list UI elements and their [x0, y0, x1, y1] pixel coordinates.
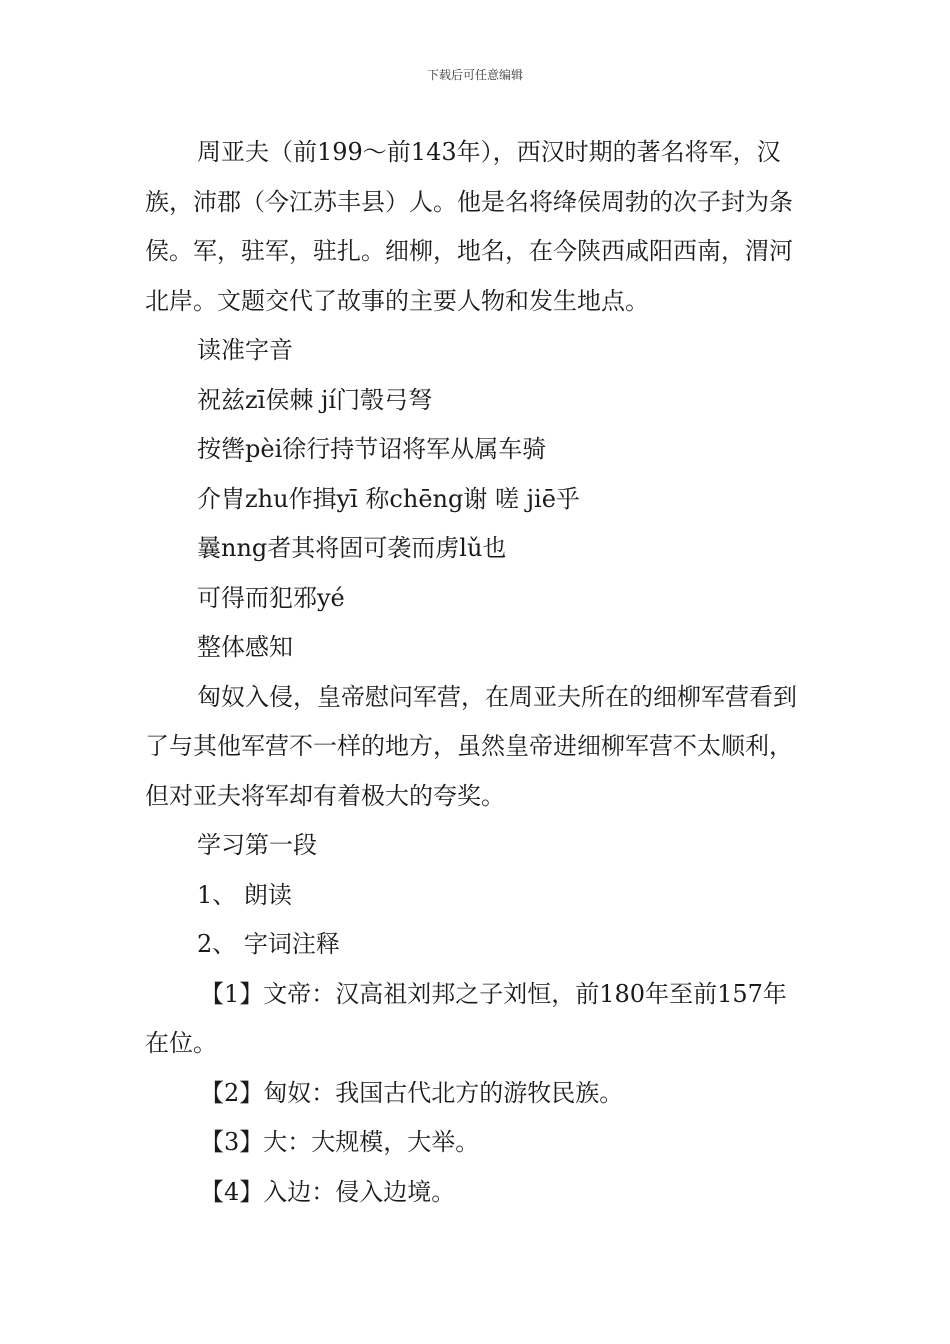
- document-body: [145, 128, 810, 1217]
- section-heading-first-paragraph: 学习第一段: [197, 831, 317, 859]
- section-heading-pronunciation: 读准字音: [197, 336, 293, 364]
- glossary-note: 【3】大：大规模，大举。: [200, 1128, 480, 1156]
- list-item-glossary: 2、 字词注释: [197, 930, 340, 958]
- pronunciation-line: 曩nng者其将固可袭而虏lǔ也: [197, 534, 507, 562]
- paragraph-intro: 周亚夫（前199～前143年），西汉时期的著名将军，汉族，沛郡（今江苏丰县）人。他是名将绛侯周勃的次子封为条侯。军，驻军，驻扎。细柳，地名，在今陕西咸阳西南，渭河北岸。文题交代了故事的主要人物和发生地点。: [145, 138, 793, 315]
- pronunciation-line: 按辔pèi徐行持节诏将军从属车骑: [197, 435, 547, 463]
- list-item-reading: 1、 朗读: [197, 880, 292, 909]
- glossary-note: 【4】入边：侵入边境。: [200, 1177, 456, 1206]
- paragraph-overview: 匈奴入侵，皇帝慰问军营，在周亚夫所在的细柳军营看到了与其他军营不一样的地方，虽然皇帝进细柳军营不太顺利，但对亚夫将军却有着极大的夸奖。: [145, 682, 797, 810]
- section-heading-overview: 整体感知: [197, 633, 293, 661]
- glossary-note: 【2】匈奴：我国古代北方的游牧民族。: [200, 1078, 624, 1107]
- page-header: 下载后可任意编辑: [426, 68, 523, 82]
- glossary-note: 【1】文帝：汉高祖刘邦之子刘恒，前180年至前157年在位。: [145, 979, 787, 1057]
- pronunciation-line: 可得而犯邪yé: [197, 583, 345, 612]
- pronunciation-line: 介胄zhu作揖yī 称chēng谢 嗟 jiē乎: [197, 484, 580, 513]
- pronunciation-line: 祝兹zī侯棘 jí门彀弓弩: [197, 385, 433, 414]
